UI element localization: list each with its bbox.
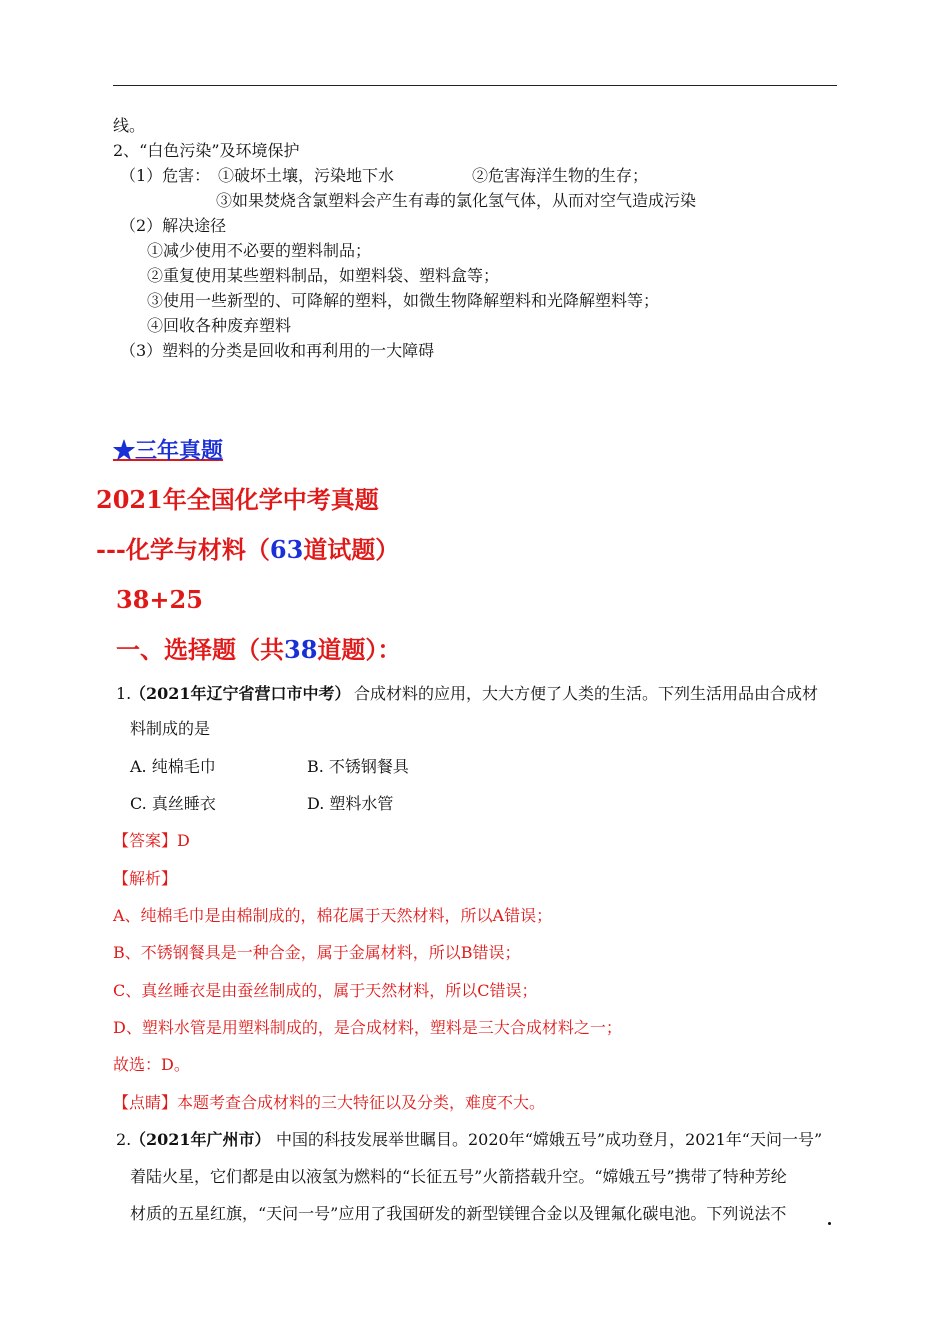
- q1-option-a: A. 纯棉毛巾: [130, 757, 216, 776]
- q1-option-d: D. 塑料水管: [307, 794, 394, 813]
- q1-conclusion: 故选：D。: [113, 1055, 190, 1074]
- subtitle-suffix: 道试题）: [303, 535, 400, 564]
- q1-number: 1.: [116, 684, 132, 703]
- harm-label: （1）危害：: [120, 166, 211, 185]
- q1-stem-line2: 料制成的是: [130, 719, 211, 738]
- subtitle-prefix: ---化学与材料（: [96, 535, 270, 564]
- subtitle-count: 63: [269, 535, 304, 564]
- q2-number: 2.: [116, 1130, 132, 1149]
- harm-item-2: ②危害海洋生物的生存；: [472, 166, 649, 185]
- point-3-text: （3）塑料的分类是回收和再利用的一大障碍: [120, 341, 435, 360]
- section-suffix: 道题）：: [317, 635, 402, 664]
- solution-item-1: ①减少使用不必要的塑料制品；: [147, 241, 372, 260]
- header-rule: [113, 85, 837, 86]
- harm-item-1: ①破坏土壤，污染地下水: [218, 166, 395, 185]
- exam-subtitle: [96, 534, 399, 566]
- three-year-exam-heading: ★三年真题: [113, 438, 224, 464]
- count-line: 38+25: [116, 585, 203, 614]
- q2-line1: 中国的科技发展举世瞩目。2020年“嫦娥五号”成功登月，2021年“天问一号”: [276, 1130, 823, 1149]
- q2-line3: 材质的五星红旗，“天问一号”应用了我国研发的新型镁锂合金以及锂氟化碳电池。下列说法不: [130, 1204, 787, 1223]
- q1-comment: 【点睛】本题考查合成材料的三大特征以及分类，难度不大。: [113, 1093, 546, 1112]
- harm-item-3: ③如果焚烧含氯塑料会产生有毒的氯化氢气体，从而对空气造成污染: [216, 191, 697, 210]
- exam-title: 2021年全国化学中考真题: [96, 485, 379, 514]
- q2-source: （2021年广州市）: [130, 1130, 271, 1149]
- q1-analysis-d: D、塑料水管是用塑料制成的，是合成材料，塑料是三大合成材料之一；: [113, 1018, 622, 1037]
- solution-item-4: ④回收各种废弃塑料: [147, 316, 292, 335]
- q1-option-b: B. 不锈钢餐具: [307, 757, 409, 776]
- q1-source: （2021年辽宁省营口市中考）: [130, 684, 351, 703]
- q1-analysis-c: C、真丝睡衣是由蚕丝制成的，属于天然材料，所以C错误；: [113, 981, 538, 1000]
- solution-item-3: ③使用一些新型的、可降解的塑料，如微生物降解塑料和光降解塑料等；: [147, 291, 660, 310]
- q1-analysis-b: B、不锈钢餐具是一种合金，属于金属材料，所以B错误；: [113, 943, 521, 962]
- q2-line2: 着陆火星，它们都是由以液氢为燃料的“长征五号”火箭搭载升空。“嫦娥五号”携带了特种芳纶: [130, 1167, 787, 1186]
- section-count: 38: [284, 635, 318, 664]
- q1-answer: 【答案】D: [113, 831, 190, 850]
- solution-item-2: ②重复使用某些塑料制品，如塑料袋、塑料盒等；: [147, 266, 500, 285]
- section-prefix: 一、选择题（共: [116, 635, 284, 664]
- q1-analysis-label: 【解析】: [113, 869, 178, 888]
- section-heading: [116, 634, 401, 666]
- line-end-text: 线。: [113, 116, 146, 135]
- q1-stem-line1: 合成材料的应用，大大方便了人类的生活。下列生活用品由合成材: [354, 684, 819, 703]
- q1-option-c: C. 真丝睡衣: [130, 794, 216, 813]
- solution-label: （2）解决途径: [120, 216, 227, 235]
- q1-analysis-a: A、纯棉毛巾是由棉制成的，棉花属于天然材料，所以A错误；: [113, 906, 553, 925]
- page-dot: [828, 1222, 831, 1225]
- section2-title: 2、“白色污染”及环境保护: [113, 141, 300, 160]
